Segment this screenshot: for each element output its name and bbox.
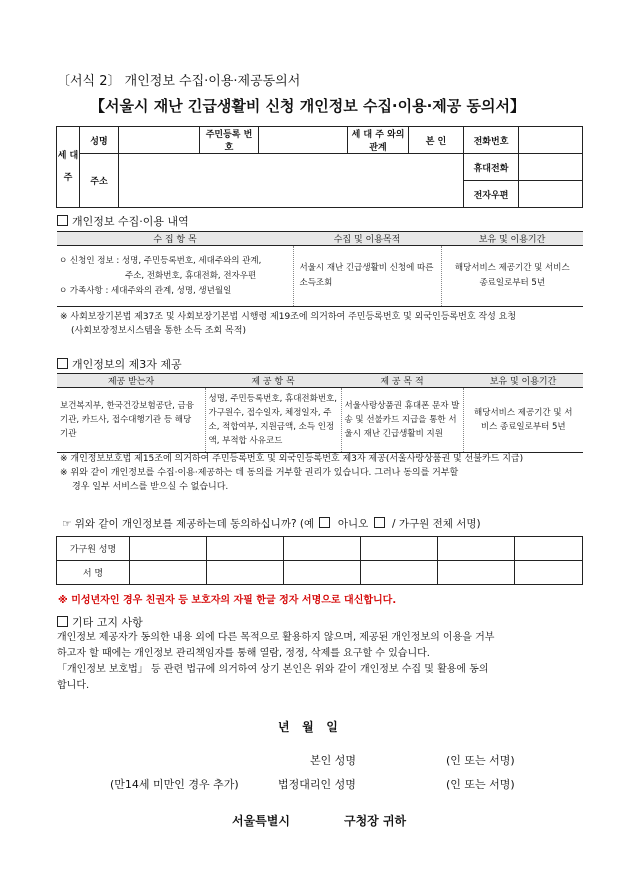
section-box-icon (57, 616, 68, 627)
section-box-icon (57, 358, 68, 369)
addressee-city: 서울특별시 (232, 814, 290, 828)
email-field[interactable] (519, 181, 583, 208)
signature-table (56, 536, 583, 585)
section-collection-heading: 개인정보 수집·이용 내역 (57, 213, 189, 229)
form-label: 〔서식 2〕 개인정보 수집·이용·제공동의서 (57, 74, 301, 89)
applicant-table (56, 126, 583, 208)
notice-line-1: 개인정보 제공자가 동의한 내용 외에 다른 목적으로 활용하지 않으며, 제공된 개인정보의 이용을 거부 (57, 632, 495, 643)
collection-table (57, 231, 583, 307)
member-name-cell[interactable] (361, 537, 438, 561)
member-name-label: 가구원 성명 (57, 537, 130, 561)
guardian-name-label: 법정대리인 성명 (278, 778, 356, 791)
section-notice-heading: 기타 고지 사항 (57, 614, 143, 630)
member-name-cell[interactable] (438, 537, 515, 561)
mobile-label: 휴대전화 (464, 154, 519, 181)
third-party-note-3: 경우 일부 서비스를 받으실 수 없습니다. (72, 482, 229, 492)
collection-note-1: ※ 사회보장기본법 제37조 및 사회보장기본법 시행령 제19조에 의거하여 주민등록번호 및 외국인등록번호 작성 요청 (60, 312, 517, 322)
notice-line-3: 「개인정보 보호법」 등 관련 법규에 의거하여 상기 본인은 위와 같이 개인정보 수집 및 활용에 동의 (57, 664, 489, 675)
consent-no-checkbox[interactable] (374, 517, 385, 528)
section-box-icon (57, 215, 68, 226)
member-name-cell[interactable] (284, 537, 361, 561)
col-receiver: 제공 받는자 (57, 374, 205, 388)
phone-field[interactable] (519, 127, 583, 154)
provide-purpose: 서울사랑상품권 휴대폰 문자 발송 및 선불카드 지급을 통한 서울시 재난 긴급생활비 지원 (341, 388, 463, 453)
collect-items-1: ㅇ 신청인 정보 : 성명, 주민등록번호, 세대주와의 관계, (59, 255, 262, 266)
id-number-field[interactable] (259, 127, 348, 154)
collect-purpose: 서울시 재난 긴급생활비 신청에 따른 소득조회 (293, 246, 441, 307)
member-sign-label: 서 명 (57, 561, 130, 585)
third-party-table (57, 373, 583, 453)
name-field[interactable] (119, 127, 200, 154)
minor-addition-label: (만14세 미만인 경우 추가) (110, 778, 239, 791)
col-provide-period: 보유 및 이용기간 (463, 374, 583, 388)
member-sign-cell[interactable] (207, 561, 284, 585)
member-sign-cell[interactable] (515, 561, 583, 585)
collect-items-1b: 주소, 전화번호, 휴대전화, 전자우편 (125, 270, 257, 281)
member-sign-cell[interactable] (284, 561, 361, 585)
guardian-sign-placeholder[interactable]: (인 또는 서명) (446, 778, 515, 791)
third-party-note-1: ※ 개인정보보호법 제15조에 의거하여 주민등록번호 및 외국인등록번호 제3자 제공(서울사랑상품권 및 선불카드 지급) (60, 454, 524, 464)
col-purpose: 수집 및 이용목적 (293, 232, 441, 246)
document-title: 【서울시 재난 긴급생활비 신청 개인정보 수집·이용·제공 동의서】 (90, 97, 525, 115)
notice-line-4: 합니다. (57, 680, 90, 691)
member-name-cell[interactable] (207, 537, 284, 561)
member-sign-cell[interactable] (361, 561, 438, 585)
collect-items-2: ㅇ 가족사항 : 세대주와의 관계, 성명, 생년월일 (59, 285, 232, 296)
household-head-label: 세 대 주 (57, 127, 80, 208)
col-provide-purpose: 제 공 목 적 (341, 374, 463, 388)
phone-label: 전화번호 (464, 127, 519, 154)
mobile-field[interactable] (519, 154, 583, 181)
collection-note-2: (사회보장정보시스템을 통한 소득 조회 목적) (71, 326, 246, 336)
member-sign-cell[interactable] (438, 561, 515, 585)
notice-line-2: 하고자 할 때에는 개인정보 관리책임자를 통해 열람, 정정, 삭제를 요구할 수 있습니다. (57, 648, 430, 659)
receiver-list: 보건복지부, 한국건강보험공단, 금융기관, 카드사, 접수대행기관 등 해당 기관 (57, 388, 205, 453)
member-sign-cell[interactable] (130, 561, 207, 585)
col-provided-items: 제 공 항 목 (205, 374, 341, 388)
provided-items: 성명, 주민등록번호, 휴대전화번호, 가구원수, 접수일자, 체정일자, 주소, 적합여부, 지원금액, 소득 인정액, 부적합 사유코드 (205, 388, 341, 453)
collect-period: 해당서비스 제공기간 및 서비스 종료일로부터 5년 (441, 246, 583, 307)
name-label: 성명 (80, 127, 119, 154)
member-name-cell[interactable] (130, 537, 207, 561)
address-label: 주소 (80, 154, 119, 208)
address-field[interactable] (119, 154, 464, 208)
col-items: 수 집 항 목 (57, 232, 293, 246)
consent-question: ☞ 위와 같이 개인정보를 제공하는데 동의하십니까? (예 아니오 / 가구원 전체 서명) (62, 518, 481, 530)
member-name-cell[interactable] (515, 537, 583, 561)
third-party-note-2: ※ 위와 같이 개인정보를 수집·이용·제공하는 데 동의를 거부할 권리가 있습니다. 그러나 동의를 거부할 (60, 468, 459, 478)
relation-value: 본 인 (409, 127, 464, 154)
relation-label: 세 대 주 와의관계 (348, 127, 409, 154)
minor-note: ※ 미성년자인 경우 친권자 등 보호자의 자필 한글 정자 서명으로 대신합니다. (58, 595, 397, 606)
provide-period: 해당서비스 제공기간 및 서비스 종료일로부터 5년 (463, 388, 583, 453)
email-label: 전자우편 (464, 181, 519, 208)
self-name-label: 본인 성명 (310, 754, 357, 767)
id-number-label: 주민등록 번 호 (200, 127, 259, 154)
date-line: 년 월 일 (278, 720, 338, 734)
consent-yes-checkbox[interactable] (319, 517, 330, 528)
col-period: 보유 및 이용기간 (441, 232, 583, 246)
section-third-party-heading: 개인정보의 제3자 제공 (57, 356, 182, 372)
self-sign-placeholder[interactable]: (인 또는 서명) (446, 754, 515, 767)
addressee-office: 구청장 귀하 (344, 814, 407, 828)
